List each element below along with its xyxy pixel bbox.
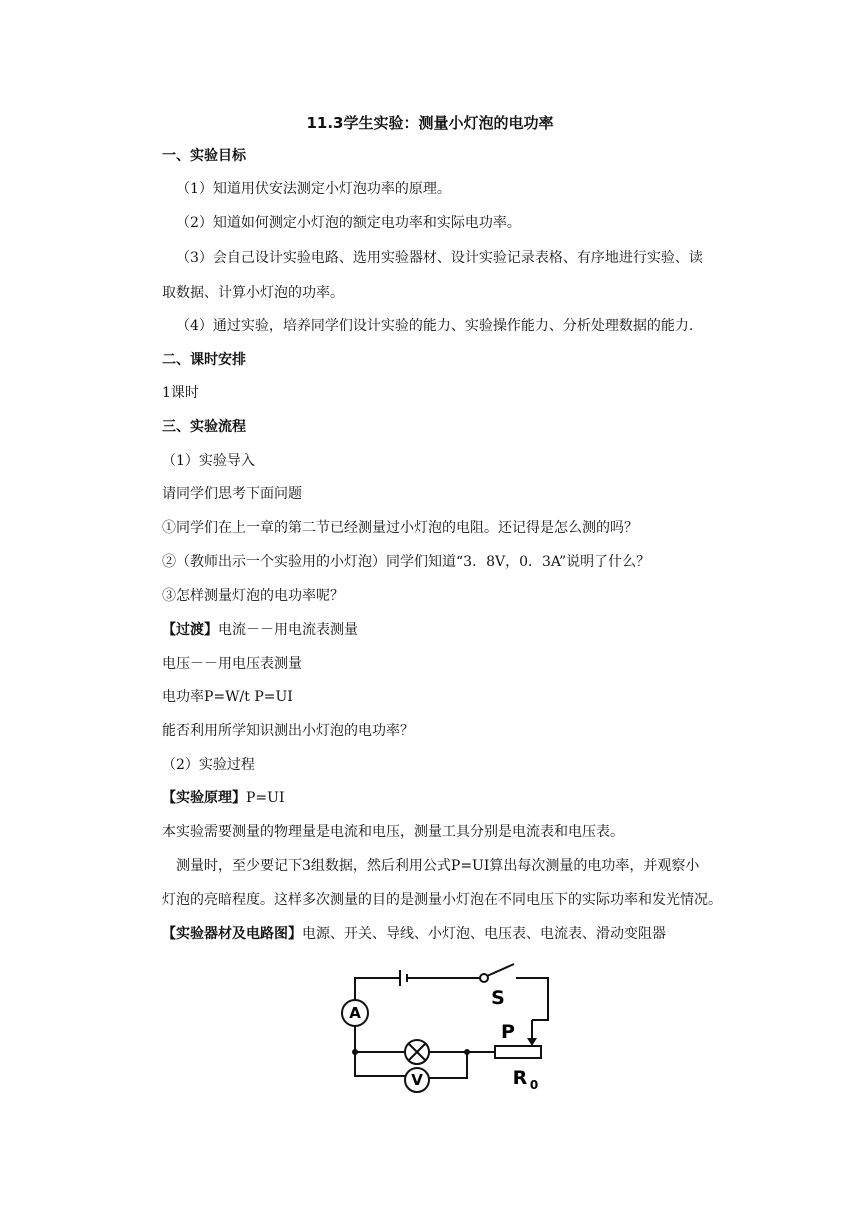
question-1: ①同学们在上一章的第二节已经测量过小灯泡的电阻。还记得是怎么测的吗？: [162, 520, 638, 536]
equipment-line: [162, 922, 738, 946]
document-title: 11.3学生实验：测量小灯泡的电功率: [306, 114, 554, 132]
equipment-tag: 【实验器材及电路图】: [162, 926, 302, 942]
wire-top-left: [355, 978, 400, 1000]
rheostat-subscript: 0: [529, 1078, 539, 1092]
wire-volt-right: [429, 1052, 467, 1078]
equipment-text: 电源、开关、导线、小灯泡、电压表、电流表、滑动变阻器: [302, 926, 666, 942]
circuit-diagram: [320, 958, 566, 1106]
section-heading-schedule: 二、课时安排: [162, 352, 246, 368]
schedule-text: 1课时: [162, 385, 199, 401]
goal-item-3-line-2: 取数据、计算小灯泡的功率。: [162, 285, 344, 301]
goal-item-3-line-1: （3）会自己设计实验电路、选用实验器材、设计实验记录表格、有序地进行实验、读: [176, 250, 703, 266]
question-3: ③怎样测量灯泡的电功率呢？: [162, 588, 344, 604]
quantities-line: 本实验需要测量的物理量是电流和电压，测量工具分别是电流表和电压表。: [162, 824, 624, 840]
goal-item-1: （1）知道用伏安法测定小灯泡功率的原理。: [176, 181, 451, 197]
voltmeter-label: V: [411, 1071, 423, 1089]
section-heading-goals: 一、实验目标: [162, 148, 246, 164]
transition-tag: 【过渡】: [162, 622, 218, 638]
measure-line-1: 测量时，至少要记下3组数据，然后利用公式P=UI算出每次测量的电功率，并观察小: [176, 858, 700, 874]
principle-line: [162, 786, 738, 810]
transition-line: [162, 618, 738, 642]
voltage-line: 电压－－用电压表测量: [162, 656, 302, 672]
slider-label: P: [501, 1021, 515, 1043]
principle-text: P=UI: [246, 790, 285, 806]
goal-item-4: （4）通过实验，培养同学们设计实验的能力、实验操作能力、分析处理数据的能力.: [176, 318, 694, 334]
section-heading-process: 三、实验流程: [162, 419, 246, 435]
goal-item-2: （2）知道如何测定小灯泡的额定电功率和实际电功率。: [176, 215, 521, 231]
rheostat-label: R: [512, 1067, 528, 1089]
junction-right: [464, 1049, 470, 1055]
transition-text: 电流－－用电流表测量: [218, 622, 358, 638]
power-formula-line: 电功率P=W/t P=UI: [162, 689, 293, 705]
principle-tag: 【实验原理】: [162, 790, 246, 806]
switch-label: S: [491, 987, 505, 1009]
wire-switch-slider: [516, 978, 548, 1020]
switch-blade: [487, 964, 514, 976]
subsection-process: （2）实验过程: [162, 757, 255, 773]
intro-prompt: 请同学们思考下面问题: [162, 486, 302, 502]
junction-left: [352, 1049, 358, 1055]
slider-arrow: [527, 1038, 537, 1046]
question-2: ②（教师出示一个实验用的小灯泡）同学们知道“3．8V，0．3A”说明了什么？: [162, 554, 651, 570]
measure-line-2: 灯泡的亮暗程度。这样多次测量的目的是测量小灯泡在不同电压下的实际功率和发光情况。: [162, 892, 722, 908]
feasibility-question: 能否利用所学知识测出小灯泡的电功率？: [162, 723, 414, 739]
ammeter-label: A: [349, 1004, 361, 1022]
rheostat: [495, 1046, 541, 1058]
subsection-intro: （1）实验导入: [162, 453, 255, 469]
